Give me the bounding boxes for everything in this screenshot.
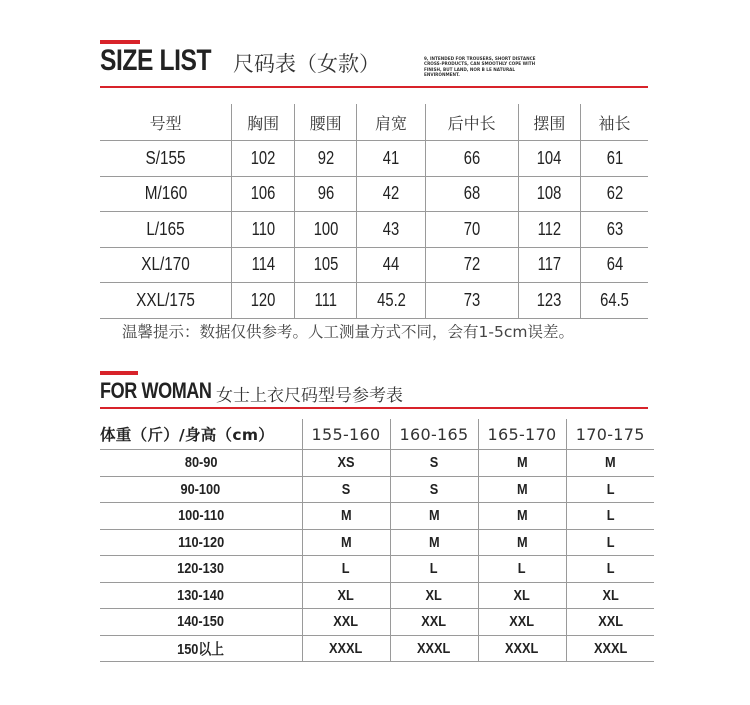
- table-cell: [294, 247, 357, 283]
- table-cell: [425, 247, 518, 283]
- cell-text: 108: [537, 183, 562, 204]
- cell-text: XL: [513, 586, 531, 604]
- cell-text: XXL: [421, 613, 447, 631]
- table-cell: [302, 609, 390, 636]
- table-cell: [478, 503, 566, 530]
- cell-text: M: [516, 454, 528, 472]
- header-cell: [390, 419, 478, 450]
- table-cell: [566, 450, 654, 477]
- table-row: [100, 582, 654, 609]
- cell-text: 61: [606, 147, 623, 168]
- cell-text: 130-140: [177, 586, 225, 604]
- cell-text: 110-120: [177, 533, 224, 551]
- table-cell: [390, 450, 478, 477]
- cell-text: 45.2: [376, 289, 406, 310]
- cell-text: 43: [382, 218, 400, 239]
- cell-text: M: [428, 533, 440, 551]
- table-row: [100, 503, 654, 530]
- cell-text: M: [516, 533, 528, 551]
- header-cell: 号型: [100, 104, 232, 141]
- table-cell: [478, 450, 566, 477]
- table-cell: [232, 283, 295, 319]
- size-list-red-rule: [100, 86, 648, 88]
- table-row: [100, 609, 654, 636]
- cell-text: 72: [463, 254, 480, 275]
- table-cell: [566, 476, 654, 503]
- cell-text: S/155: [145, 147, 186, 168]
- header-cell: 胸围: [232, 104, 295, 141]
- header-text: 体重（斤）/身高（cm）: [100, 426, 275, 444]
- table-cell: [518, 176, 581, 212]
- table-row: [100, 529, 654, 556]
- table-cell: [518, 247, 581, 283]
- table-cell: [100, 582, 302, 609]
- table-cell: [390, 582, 478, 609]
- cell-text: XXXL: [329, 639, 363, 657]
- table-cell: [357, 141, 425, 177]
- measurement-note: 温馨提示：数据仅供参考。人工测量方式不同，会有1-5cm误差。: [122, 323, 574, 341]
- cell-text: 120: [250, 289, 276, 310]
- for-woman-subtitle: 女士上衣尺码型号参考表: [216, 386, 403, 406]
- cell-text: 73: [463, 289, 480, 310]
- table-cell: [581, 283, 648, 319]
- table-cell: [302, 556, 390, 583]
- cell-text: L: [606, 480, 615, 498]
- for-woman-table: [100, 419, 654, 662]
- cell-text: 110: [251, 218, 275, 239]
- table-row: [100, 176, 648, 212]
- cell-text: 63: [606, 218, 623, 239]
- table-cell: [100, 141, 232, 177]
- cell-text: 62: [606, 183, 623, 204]
- table-cell: [390, 556, 478, 583]
- cell-text: XXL: [333, 613, 359, 631]
- table-cell: [302, 582, 390, 609]
- cell-text: 111: [314, 289, 337, 310]
- table-cell: [581, 212, 648, 248]
- table-cell: [302, 450, 390, 477]
- cell-text: XXL: [509, 613, 535, 631]
- header-cell: [100, 419, 302, 450]
- cell-text: XXL/175: [136, 289, 195, 310]
- size-list-header-row: [100, 104, 648, 141]
- table-cell: [294, 176, 357, 212]
- header-text: 170-175: [575, 424, 645, 444]
- table-cell: [478, 476, 566, 503]
- cell-text: 150以上: [177, 640, 225, 658]
- table-cell: [100, 529, 302, 556]
- cell-text: L: [518, 560, 526, 578]
- table-cell: [100, 283, 232, 319]
- table-cell: [357, 212, 425, 248]
- table-cell: [302, 476, 390, 503]
- cell-text: L/165: [146, 218, 185, 239]
- cell-text: 70: [463, 218, 480, 239]
- table-cell: [581, 176, 648, 212]
- table-cell: [294, 141, 357, 177]
- table-cell: [478, 582, 566, 609]
- table-row: [100, 141, 648, 177]
- table-cell: [100, 247, 232, 283]
- cell-text: 44: [382, 254, 400, 275]
- table-cell: [302, 503, 390, 530]
- cell-text: 100-110: [177, 507, 224, 525]
- cell-text: 42: [382, 183, 400, 204]
- table-cell: [100, 476, 302, 503]
- cell-text: 92: [317, 147, 334, 168]
- header-text: 165-170: [487, 424, 557, 444]
- cell-text: XXXL: [505, 639, 539, 657]
- table-cell: [232, 212, 295, 248]
- cell-text: XXXL: [593, 639, 627, 657]
- header-text: 160-165: [399, 424, 469, 444]
- table-row: [100, 450, 654, 477]
- table-cell: [357, 283, 425, 319]
- cell-text: 117: [537, 254, 562, 275]
- table-cell: [581, 141, 648, 177]
- for-woman-header-row: [100, 419, 654, 450]
- table-cell: [478, 529, 566, 556]
- header-cell: 后中长: [425, 104, 518, 141]
- table-row: [100, 556, 654, 583]
- cell-text: S: [429, 454, 439, 472]
- table-row: [100, 476, 654, 503]
- header-cell: [478, 419, 566, 450]
- cell-text: XXXL: [417, 639, 451, 657]
- cell-text: M: [516, 507, 528, 525]
- cell-text: 123: [537, 289, 562, 310]
- table-cell: [566, 556, 654, 583]
- table-row: [100, 283, 648, 319]
- cell-text: 80-90: [184, 454, 218, 472]
- table-cell: [518, 283, 581, 319]
- cell-text: M: [340, 507, 352, 525]
- table-cell: [100, 635, 302, 662]
- cell-text: XXL: [597, 613, 623, 631]
- cell-text: XL/170: [141, 254, 190, 275]
- table-cell: [425, 141, 518, 177]
- header-cell: [566, 419, 654, 450]
- table-cell: [100, 609, 302, 636]
- cell-text: 114: [251, 254, 275, 275]
- for-woman-red-rule: [100, 407, 648, 409]
- table-cell: [390, 503, 478, 530]
- cell-text: L: [342, 560, 350, 578]
- table-cell: [232, 247, 295, 283]
- table-cell: [518, 141, 581, 177]
- size-list-table: [100, 104, 648, 319]
- header-text: 155-160: [311, 424, 381, 444]
- table-cell: [478, 635, 566, 662]
- table-row: [100, 247, 648, 283]
- table-cell: [302, 529, 390, 556]
- table-cell: [566, 635, 654, 662]
- table-cell: [357, 247, 425, 283]
- cell-text: 106: [250, 183, 276, 204]
- cell-text: 96: [317, 183, 334, 204]
- table-cell: [581, 247, 648, 283]
- table-cell: [425, 176, 518, 212]
- cell-text: 105: [313, 254, 338, 275]
- cell-text: M: [428, 507, 440, 525]
- size-list-fine-print: 9, INTENDED FOR TROUSERS, SHORT DISTANCE CROSS-PRODUCTS, CAN SMOOTHLY COPE WITH FINISH, BUT LAND, NOR B LE NATURAL ENVIRONMENT.: [424, 56, 536, 78]
- cell-text: 66: [463, 147, 480, 168]
- for-woman-title: FOR WOMAN: [100, 378, 212, 403]
- cell-text: L: [606, 507, 615, 525]
- table-cell: [100, 556, 302, 583]
- cell-text: 64: [606, 254, 623, 275]
- table-cell: [566, 529, 654, 556]
- table-cell: [518, 212, 581, 248]
- table-cell: [100, 450, 302, 477]
- table-cell: [100, 176, 232, 212]
- cell-text: M/160: [144, 183, 187, 204]
- table-cell: [478, 609, 566, 636]
- table-row: [100, 212, 648, 248]
- table-cell: [294, 212, 357, 248]
- cell-text: 120-130: [177, 560, 225, 578]
- table-cell: [425, 283, 518, 319]
- table-cell: [302, 635, 390, 662]
- for-woman-accent-tick: [100, 371, 138, 375]
- cell-text: 112: [537, 218, 562, 239]
- cell-text: L: [430, 560, 438, 578]
- table-cell: [390, 529, 478, 556]
- cell-text: 104: [537, 147, 562, 168]
- size-list-subtitle: 尺码表（女款）: [233, 52, 380, 76]
- table-cell: [100, 212, 232, 248]
- cell-text: 140-150: [177, 613, 225, 631]
- cell-text: XL: [602, 586, 619, 604]
- header-cell: 肩宽: [357, 104, 425, 141]
- cell-text: 64.5: [600, 289, 629, 310]
- cell-text: S: [429, 480, 439, 498]
- cell-text: 90-100: [180, 480, 221, 498]
- header-cell: 袖长: [581, 104, 648, 141]
- table-cell: [294, 283, 357, 319]
- table-cell: [100, 503, 302, 530]
- table-row: [100, 635, 654, 662]
- cell-text: 102: [250, 147, 276, 168]
- cell-text: M: [516, 480, 528, 498]
- table-cell: [357, 176, 425, 212]
- table-cell: [390, 635, 478, 662]
- size-list-title: SIZE LIST: [100, 44, 212, 77]
- cell-text: 68: [463, 183, 480, 204]
- table-cell: [232, 176, 295, 212]
- table-cell: [566, 609, 654, 636]
- cell-text: 41: [382, 147, 400, 168]
- cell-text: XL: [425, 586, 443, 604]
- table-cell: [232, 141, 295, 177]
- table-cell: [425, 212, 518, 248]
- cell-text: L: [606, 533, 615, 551]
- table-cell: [390, 609, 478, 636]
- table-cell: [390, 476, 478, 503]
- header-cell: 摆围: [518, 104, 581, 141]
- cell-text: S: [341, 480, 351, 498]
- cell-text: M: [340, 533, 352, 551]
- header-cell: 腰围: [294, 104, 357, 141]
- cell-text: XL: [337, 586, 355, 604]
- table-cell: [566, 582, 654, 609]
- cell-text: L: [606, 560, 615, 578]
- table-cell: [566, 503, 654, 530]
- header-cell: [302, 419, 390, 450]
- cell-text: XS: [337, 454, 355, 472]
- table-cell: [478, 556, 566, 583]
- cell-text: 100: [313, 218, 338, 239]
- cell-text: M: [604, 454, 616, 472]
